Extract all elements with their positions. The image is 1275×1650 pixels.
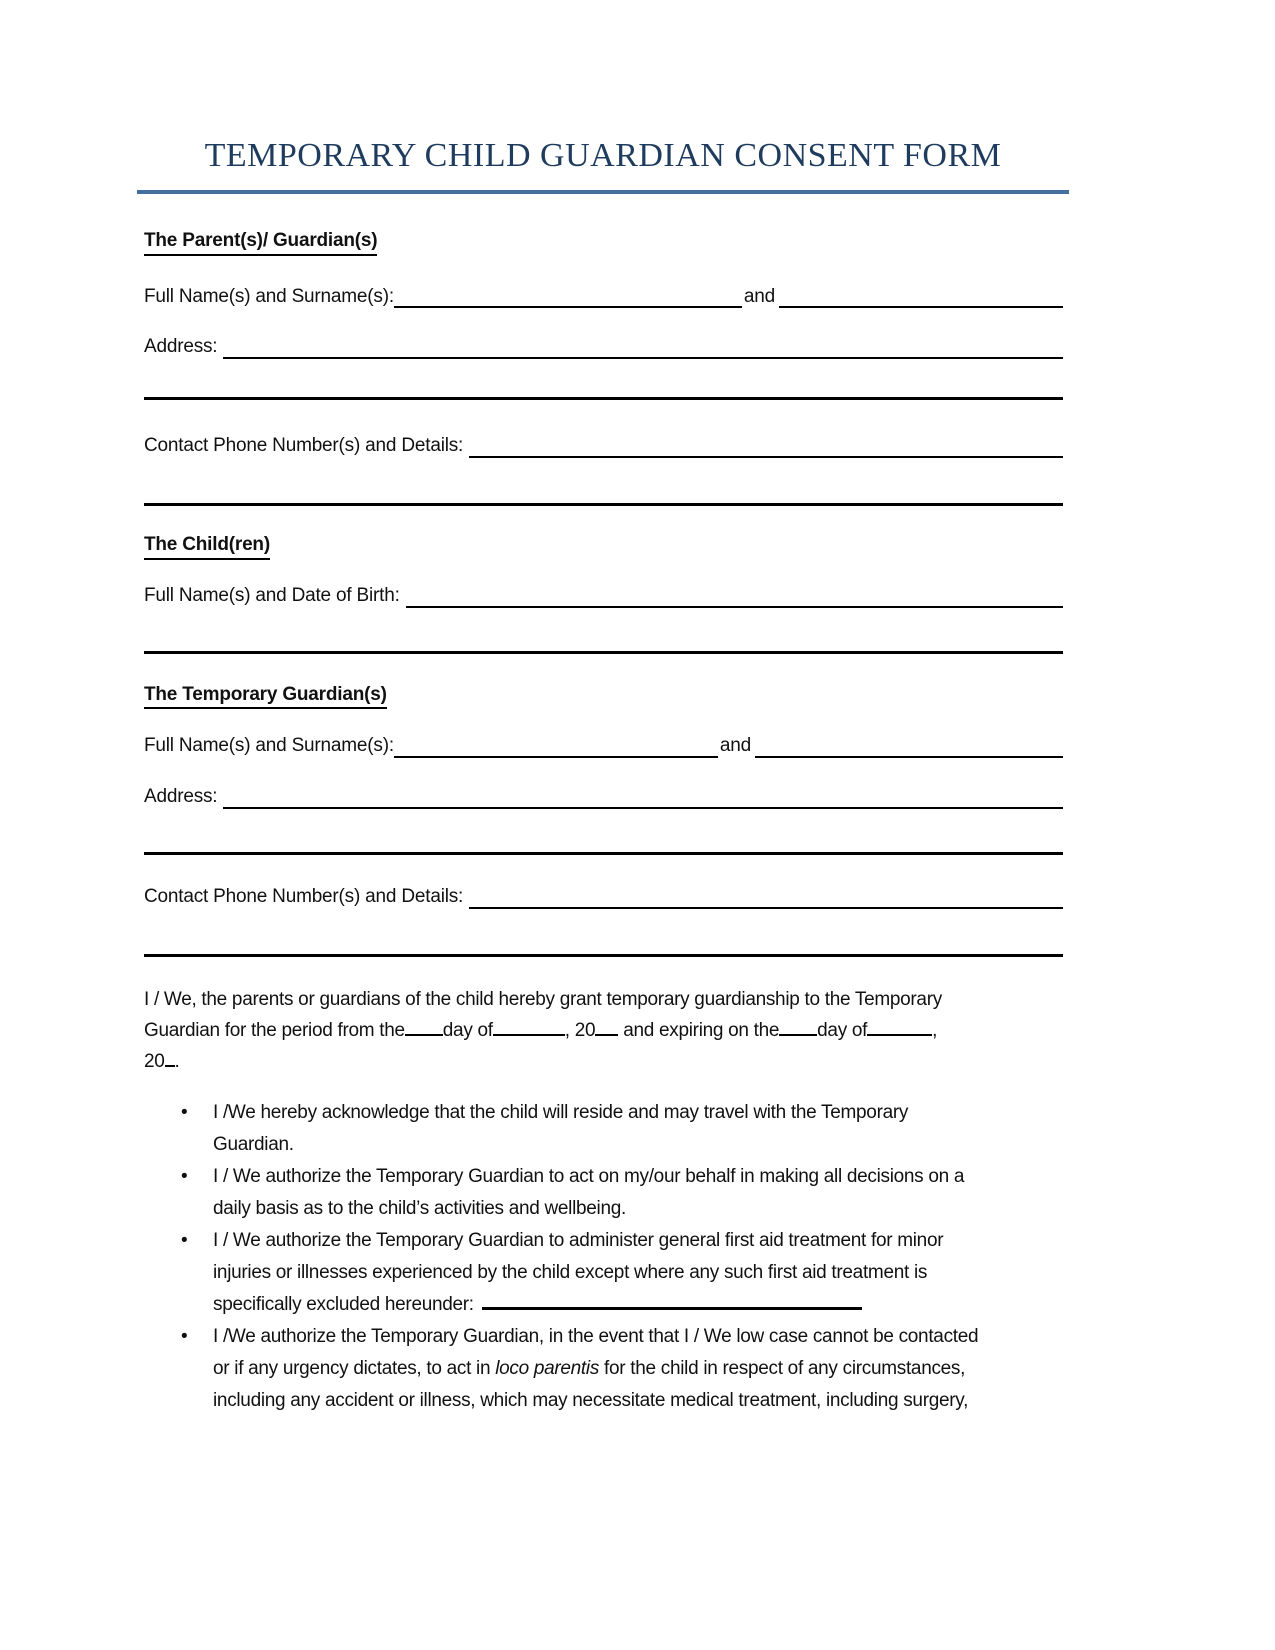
tg-contact-label: Contact Phone Number(s) and Details: [144, 885, 464, 907]
parents-and-label: and [743, 285, 776, 307]
section-parents [144, 230, 1063, 256]
bullet-2-line-2: daily basis as to the child’s activities and wellbeing. [213, 1197, 626, 1219]
parents-fullname-blank-1[interactable] [394, 286, 742, 308]
parents-address-row [144, 336, 1063, 359]
tg-contact-blank-1[interactable] [469, 887, 1063, 909]
bullet-3-line-2: injuries or illnesses experienced by the child except where any such first aid treatment is [213, 1261, 928, 1283]
tg-address-blank-1[interactable] [223, 787, 1063, 809]
grant-to-month-blank[interactable] [867, 1032, 932, 1036]
bullet-3-line-1: I / We authorize the Temporary Guardian to administer general first aid treatment for minor [213, 1229, 944, 1251]
tg-contact-blank-2[interactable] [144, 954, 1063, 957]
parents-address-label: Address: [144, 336, 218, 358]
bullet-item-reside [144, 1097, 1063, 1161]
grant-line2-pre: Guardian for the period from the [144, 1019, 405, 1041]
tg-fullname-label: Full Name(s) and Surname(s): [144, 735, 394, 757]
bullet-item-decisions [144, 1161, 1063, 1225]
grant-line1: I / We, the parents or guardians of the child hereby grant temporary guardianship to the Temporary [144, 988, 942, 1010]
tg-and-label: and [719, 735, 752, 757]
section-temp-guardians [144, 684, 1063, 710]
grant-from-year-blank[interactable] [595, 1032, 618, 1036]
grant-line3-period: . [174, 1050, 180, 1072]
tg-fullname-blank-2[interactable] [755, 736, 1063, 758]
grant-to-day-blank[interactable] [779, 1032, 817, 1036]
parents-fullname-row [144, 286, 1063, 309]
bullet-3-line-3: specifically excluded hereunder: [213, 1293, 474, 1315]
parents-contact-blank-1[interactable] [469, 436, 1063, 458]
child-names-dob-row [144, 585, 1063, 608]
bullet-4-line-2-pre: or if any urgency dictates, to act in [213, 1357, 496, 1379]
tg-address-blank-2[interactable] [144, 852, 1063, 855]
section-heading-children: The Child(ren) [144, 534, 270, 560]
bullet-4-line-1: I /We authorize the Temporary Guardian, in the event that I / We low case cannot be contacted [213, 1325, 979, 1347]
grant-comma: , [932, 1019, 938, 1041]
parents-contact-blank-2[interactable] [144, 503, 1063, 506]
tg-address-label: Address: [144, 786, 218, 808]
section-children [144, 534, 1063, 560]
bullet-item-loco-parentis [144, 1321, 1063, 1417]
consent-bullet-list [144, 1097, 1063, 1417]
tg-fullname-blank-1[interactable] [394, 736, 718, 758]
parents-fullname-blank-2[interactable] [779, 286, 1063, 308]
form-body [144, 230, 1063, 1417]
bullet-4-line-2-post: for the child in respect of any circumstances, [599, 1357, 966, 1379]
grant-line3-year: 20 [144, 1050, 165, 1072]
section-heading-parents: The Parent(s)/ Guardian(s) [144, 230, 377, 256]
parents-contact-row [144, 435, 1063, 458]
first-aid-exclusion-blank[interactable] [482, 1305, 862, 1310]
tg-fullname-row [144, 735, 1063, 758]
tg-contact-row [144, 886, 1063, 909]
grant-from-month-blank[interactable] [493, 1032, 565, 1036]
parents-fullname-label: Full Name(s) and Surname(s): [144, 285, 394, 307]
grant-to-year-blank[interactable] [165, 1063, 175, 1067]
form-title-block [137, 136, 1069, 194]
child-names-dob-blank-2[interactable] [144, 651, 1063, 654]
grant-day-of-label: day of [442, 1019, 493, 1041]
tg-address-row [144, 786, 1063, 809]
loco-parentis-italic: loco parentis [495, 1357, 600, 1379]
grant-from-day-blank[interactable] [405, 1032, 443, 1036]
child-names-dob-label: Full Name(s) and Date of Birth: [144, 584, 400, 606]
grant-paragraph [144, 984, 1044, 1077]
parents-address-blank-2[interactable] [144, 397, 1063, 400]
bullet-1-line-1: I /We hereby acknowledge that the child will reside and may travel with the Temporary [213, 1101, 909, 1123]
child-names-dob-blank-1[interactable] [406, 586, 1063, 608]
bullet-4-line-3: including any accident or illness, which may necessitate medical treatment, including surgery, [213, 1389, 969, 1411]
section-heading-temp-guardians: The Temporary Guardian(s) [144, 684, 387, 710]
bullet-2-line-1: I / We authorize the Temporary Guardian to act on my/our behalf in making all decisions on a [213, 1165, 965, 1187]
grant-day-of-label-2: day of [817, 1019, 868, 1041]
grant-year-prefix: , 20 [564, 1019, 596, 1041]
parents-contact-label: Contact Phone Number(s) and Details: [144, 435, 464, 457]
page-title: TEMPORARY CHILD GUARDIAN CONSENT FORM [204, 137, 1002, 174]
bullet-item-first-aid [144, 1225, 1063, 1321]
grant-expire-text: and expiring on the [618, 1019, 780, 1041]
parents-address-blank-1[interactable] [223, 337, 1063, 359]
bullet-1-line-2: Guardian. [213, 1133, 294, 1155]
